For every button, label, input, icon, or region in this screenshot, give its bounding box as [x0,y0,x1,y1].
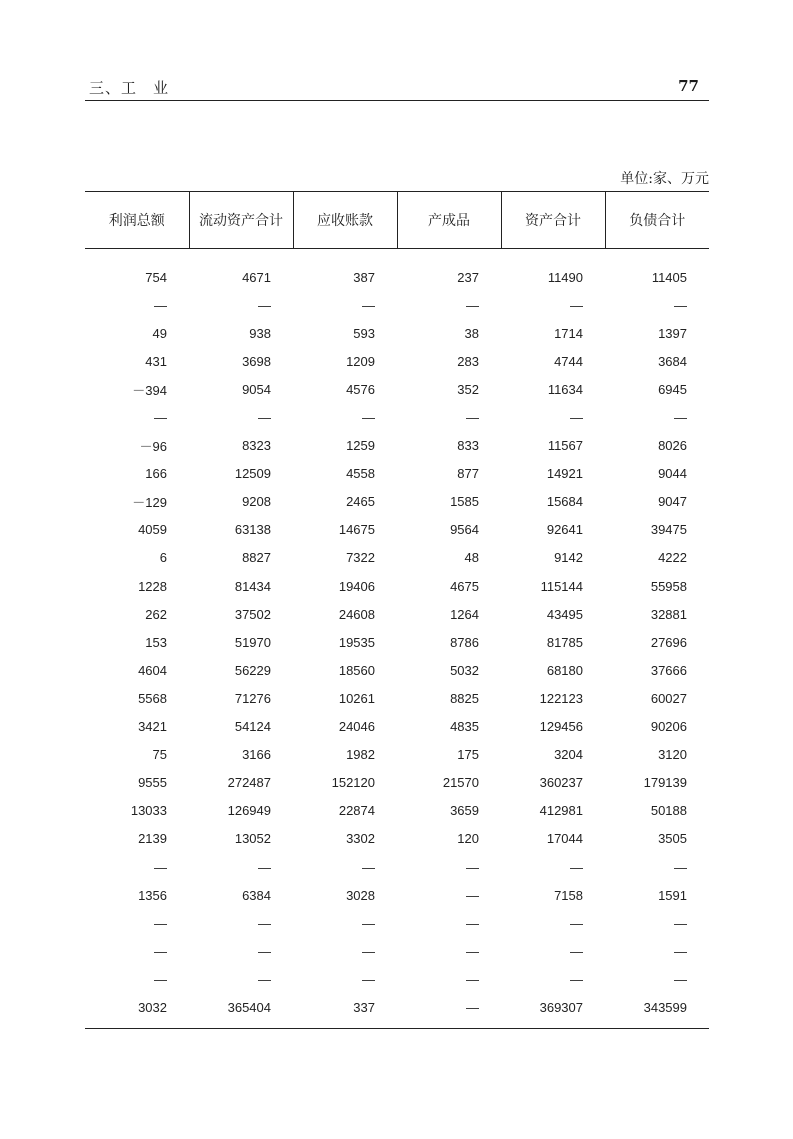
table-row [85,432,709,460]
table-cell: — [570,410,583,426]
table-cell: — [674,915,687,931]
table-cell: 1714 [554,325,583,341]
table-row [85,741,709,769]
table-cell: 4222 [658,550,687,566]
table-row [85,460,709,488]
table-cell: 272487 [227,775,271,791]
table-cell: 50188 [650,803,687,819]
table-cell: 4744 [554,353,583,369]
table-cell: — [154,943,167,959]
table-cell: 71276 [234,690,271,706]
table-cell: 877 [457,466,479,482]
table-cell: — [154,297,167,313]
table-cell: 129456 [539,719,583,735]
table-cell: 24046 [338,719,375,735]
table-cell: 3028 [346,887,375,903]
table-cell: 5568 [138,690,167,706]
table-cell: — [674,971,687,987]
table-cell: — [570,297,583,313]
table-cell: 68180 [546,662,583,678]
table-cell: 4576 [346,381,375,397]
table-cell: — [466,971,479,987]
page-number: 77 [678,77,699,95]
table-row [85,965,709,993]
table-cell: — [466,943,479,959]
table-cell: 1264 [450,606,479,622]
table-cell: 122123 [539,690,583,706]
table-cell: 1591 [658,887,687,903]
table-cell: 7322 [346,550,375,566]
table-row [85,628,709,656]
table-cell: －394 [132,382,167,398]
table-cell: 92641 [546,522,583,538]
table-cell: 754 [145,269,167,285]
table-cell: — [466,410,479,426]
table-row [85,769,709,797]
table-cell: 39475 [650,522,687,538]
table-cell: — [362,915,375,931]
table-cell: 15684 [546,494,583,510]
table-cell: 6 [159,550,167,566]
table-cell: — [154,410,167,426]
table-cell: 9555 [138,775,167,791]
table-cell: 283 [457,353,479,369]
table-row [85,881,709,909]
table-cell: 37666 [650,662,687,678]
header-rule [85,100,709,101]
table-row [85,684,709,712]
table-cell: 32881 [650,606,687,622]
table-cell: 9054 [242,381,271,397]
column-header: 应收账款 [293,192,397,249]
table-cell: 1982 [346,747,375,763]
table-row [85,488,709,516]
table-cell: — [154,971,167,987]
table-cell: 19406 [338,578,375,594]
table-cell: 369307 [501,993,605,1028]
table-header-row [85,192,709,249]
table-cell: 56229 [234,662,271,678]
table-cell: — [674,410,687,426]
table-cell: — [362,410,375,426]
table-cell: 431 [145,353,167,369]
table-cell: 179139 [643,775,687,791]
section-title: 三、工 业 [89,79,170,97]
table-row [85,825,709,853]
table-cell: 2139 [138,831,167,847]
table-cell: — [466,859,479,875]
table-cell: 10261 [338,690,375,706]
table-cell: — [258,971,271,987]
table-row [85,319,709,347]
table-row [85,375,709,403]
table-row [85,249,709,292]
table-cell: 9047 [658,494,687,510]
table-cell: 1209 [346,353,375,369]
table-cell: 126949 [227,803,271,819]
table-cell: — [570,943,583,959]
table-cell: 24608 [338,606,375,622]
table-cell: 2465 [346,494,375,510]
table-cell: 75 [152,747,167,763]
table-cell: 18560 [338,662,375,678]
table-row [85,347,709,375]
column-header: 产成品 [397,192,501,249]
table-cell: 3302 [346,831,375,847]
table-row [85,656,709,684]
column-header: 利润总额 [85,192,189,249]
table-cell: 6384 [242,887,271,903]
table-cell: — [570,915,583,931]
table-cell: — [154,915,167,931]
table-cell: 37502 [234,606,271,622]
table-cell: 21570 [442,775,479,791]
table-cell: 38 [464,325,479,341]
table-cell: — [674,297,687,313]
table-cell: — [362,297,375,313]
unit-label: 单位:家、万元 [620,171,709,187]
table-cell: 11567 [547,438,583,454]
table-cell: — [674,943,687,959]
table-cell: — [674,859,687,875]
table-cell: 360237 [539,775,583,791]
table-cell: 337 [293,993,397,1028]
table-cell: 365404 [189,993,293,1028]
table-cell: 60027 [650,690,687,706]
table-row [85,544,709,572]
page-header [85,74,709,98]
table-cell: — [154,859,167,875]
table-cell: 412981 [539,803,583,819]
table-cell: 11405 [651,269,687,285]
table-cell: 11490 [547,269,583,285]
table-row [85,713,709,741]
table-cell: — [258,859,271,875]
column-header: 资产合计 [501,192,605,249]
table-cell: 8825 [450,690,479,706]
column-header: 负债合计 [605,192,709,249]
table-row [85,516,709,544]
table-row [85,572,709,600]
table-cell: －129 [132,495,167,511]
table-cell: 13052 [234,831,271,847]
table-cell: — [397,993,501,1028]
table-cell: 27696 [650,634,687,650]
table-cell: 343599 [605,993,709,1028]
table-cell: 4059 [138,522,167,538]
table-cell: 48 [464,550,479,566]
table-cell: 7158 [554,887,583,903]
table-cell: — [258,297,271,313]
table-cell: 387 [353,269,375,285]
table-cell: 1228 [138,578,167,594]
table-cell: 3166 [242,747,271,763]
table-cell: 3659 [450,803,479,819]
table-cell: 4671 [242,269,271,285]
table-row [85,853,709,881]
table-cell: — [570,971,583,987]
table-body [85,249,709,1029]
table-cell: 4558 [346,466,375,482]
table-cell: 22874 [338,803,375,819]
table-cell: 3204 [554,747,583,763]
table-cell: 3505 [658,831,687,847]
table-cell: — [466,915,479,931]
table-row [85,797,709,825]
table-cell: 3032 [85,993,189,1028]
table-cell: 1356 [138,887,167,903]
table-cell: 115144 [540,578,583,594]
table-cell: 8323 [242,438,271,454]
table-cell: 4835 [450,719,479,735]
table-cell: 5032 [450,662,479,678]
table-row [85,937,709,965]
table-cell: 4675 [450,578,479,594]
table-cell: 1585 [450,494,479,510]
table-cell: 1259 [346,438,375,454]
table-cell: 153 [145,634,167,650]
table-cell: 17044 [546,831,583,847]
table-cell: 90206 [650,719,687,735]
table-cell: — [258,410,271,426]
table-cell: 833 [457,438,479,454]
table-row [85,403,709,431]
table-cell: 3698 [242,353,271,369]
table-cell: －96 [139,439,167,455]
table-cell: 175 [457,747,479,763]
table-cell: 63138 [234,522,271,538]
table-cell: 9208 [242,494,271,510]
table-cell: 3684 [658,353,687,369]
table-cell: 9564 [450,522,479,538]
table-cell: 8026 [658,438,687,454]
table-cell: 120 [457,831,479,847]
table-cell: — [258,915,271,931]
table-cell: — [258,943,271,959]
table-cell: — [466,887,479,903]
table-cell: 237 [457,269,479,285]
table-cell: 81434 [234,578,271,594]
table-cell: 49 [152,325,167,341]
table-cell: 81785 [546,634,583,650]
table-cell: 9142 [554,550,583,566]
table-cell: — [466,297,479,313]
table-row [85,600,709,628]
table-cell: 12509 [234,466,271,482]
table-cell: 55958 [650,578,687,594]
table-cell: 166 [145,466,167,482]
data-table [85,191,709,1029]
table-cell: 6945 [658,381,687,397]
table-cell: 1397 [658,325,687,341]
table-cell: — [362,859,375,875]
table-row [85,291,709,319]
table-row [85,909,709,937]
table-cell: 54124 [234,719,271,735]
table-cell: — [362,971,375,987]
table-cell: 4604 [138,662,167,678]
column-header: 流动资产合计 [189,192,293,249]
table-cell: 51970 [234,634,271,650]
table-cell: 352 [457,381,479,397]
table-cell: — [362,943,375,959]
table-cell: 14921 [546,466,583,482]
table-cell: 43495 [546,606,583,622]
table-row [85,993,709,1028]
table-cell: 8827 [242,550,271,566]
table-cell: 8786 [450,634,479,650]
table-cell: 152120 [331,775,375,791]
table-cell: 9044 [658,466,687,482]
table-cell: — [570,859,583,875]
table-cell: 938 [249,325,271,341]
table-cell: 14675 [338,522,375,538]
table-cell: 13033 [130,803,167,819]
table-cell: 11634 [547,381,583,397]
table-cell: 3421 [138,719,167,735]
table-cell: 19535 [338,634,375,650]
table-cell: 593 [353,325,375,341]
table-cell: 3120 [658,747,687,763]
table-cell: 262 [145,606,167,622]
